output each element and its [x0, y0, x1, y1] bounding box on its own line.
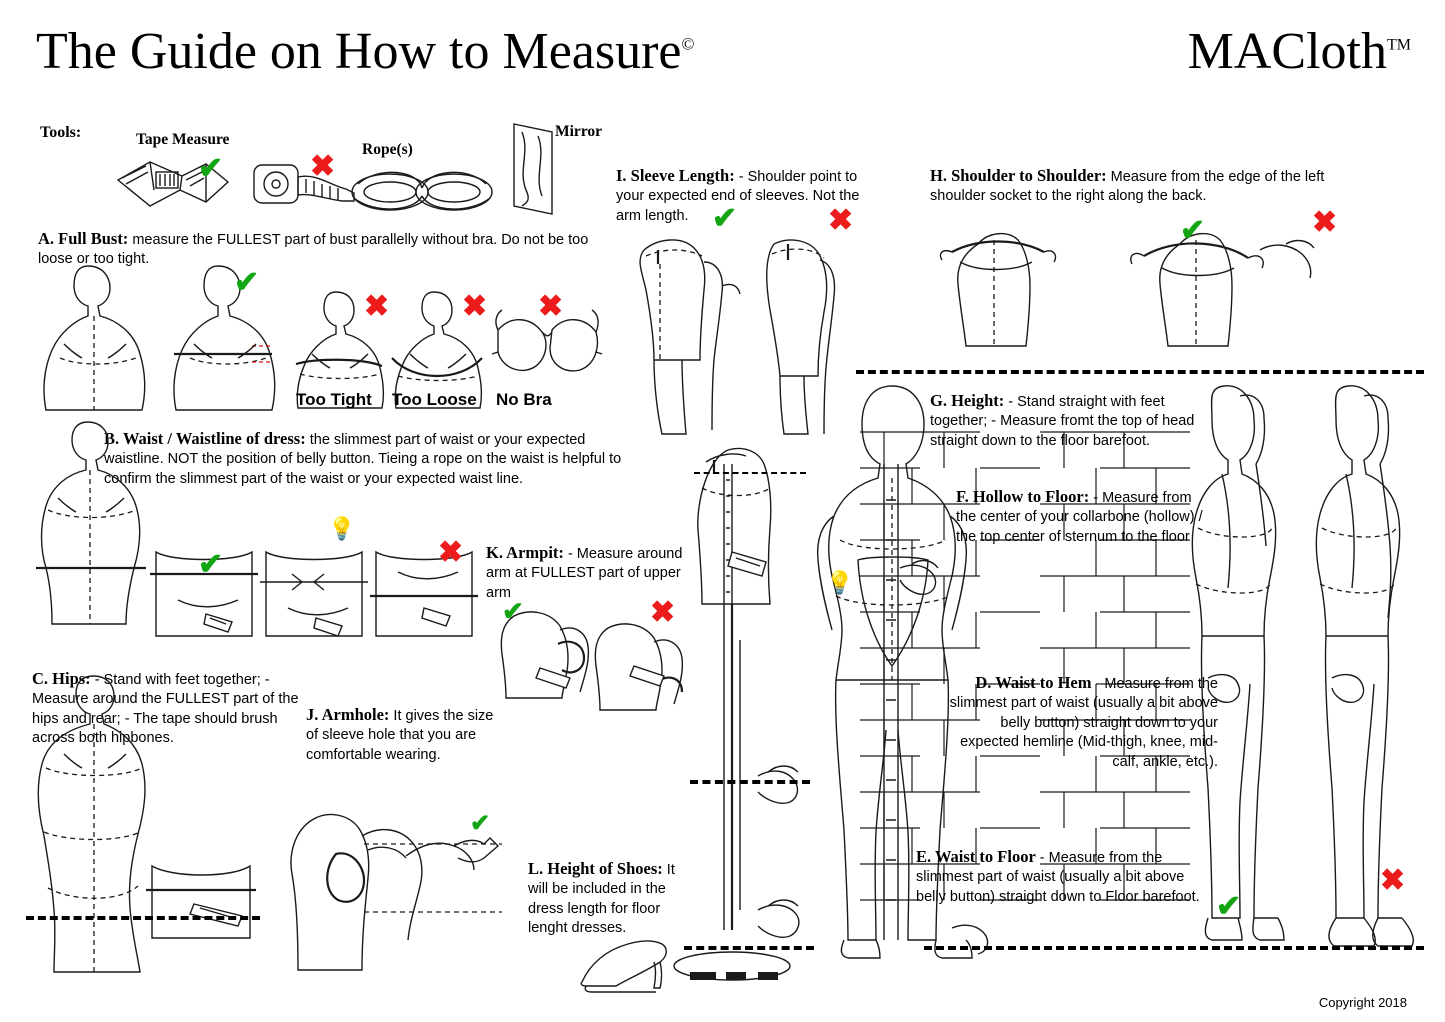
- mirror-label: Mirror: [555, 123, 603, 140]
- bust-figure-correct: [160, 262, 290, 412]
- caption-no-bra: No Bra: [496, 390, 552, 409]
- section-h-tick-icon: ✔: [1180, 214, 1206, 247]
- section-j-tick-icon: ✔: [470, 810, 491, 837]
- tools-label: Tools:: [40, 124, 82, 141]
- section-i-heading: I. Sleeve Length:: [616, 166, 735, 185]
- tape-reel-icon: [250, 155, 360, 217]
- section-k-cross-icon: ✖: [650, 596, 676, 629]
- no-bra-cross-icon: ✖: [538, 290, 564, 323]
- bust-figure-plain: [30, 262, 160, 412]
- section-e-cross-icon: ✖: [1380, 864, 1406, 897]
- waist-to-hem-dash-line: [690, 780, 810, 784]
- armpit-figure-wrong: [586, 618, 686, 712]
- hips-floor-dash-line: [26, 916, 260, 920]
- section-l-body: It will be included in the dress length for floor lenght dresses.: [528, 862, 675, 937]
- waist-closeup-rope: [258, 548, 370, 640]
- section-j-text: [306, 704, 498, 765]
- trademark-symbol: TM: [1387, 36, 1411, 54]
- section-i-cross-icon: ✖: [828, 204, 854, 237]
- page-title: [36, 22, 694, 81]
- caption-too-loose: Too Loose: [392, 390, 477, 409]
- copyright-notice: Copyright 2018: [1318, 995, 1407, 1010]
- waist-closeup-wrong: [368, 548, 480, 640]
- hollow-dash-line: [694, 472, 806, 474]
- section-e-text: [916, 846, 1216, 907]
- tape-measure-label: Tape Measure: [136, 131, 230, 148]
- section-j-body: It gives the size of sleeve hole that you are comfortable wearing.: [306, 708, 494, 763]
- too-tight-cross-icon: ✖: [364, 290, 390, 323]
- section-h-text: [930, 165, 1334, 207]
- ropes-label: Rope(s): [362, 141, 413, 158]
- section-l-text: [528, 858, 698, 939]
- high-heel-shoe-icon: [572, 930, 682, 1000]
- copyright-symbol: ©: [681, 34, 695, 54]
- section-a-heading: A. Full Bust:: [38, 229, 129, 248]
- section-f-text: [956, 486, 1210, 547]
- section-g-body: - Stand straight with feet together; - Measure fromt the top of head straight down to the floor barefoot.: [930, 394, 1195, 449]
- section-b-tick-icon: ✔: [198, 548, 224, 581]
- height-top-dash-line: [856, 370, 1424, 374]
- too-loose-cross-icon: ✖: [462, 290, 488, 323]
- tape-measure-tick-icon: ✔: [198, 152, 224, 185]
- section-e-heading: E. Waist to Floor: [916, 847, 1036, 866]
- rope-coil-icon: [348, 162, 498, 220]
- section-k-body: - Measure around arm at FULLEST part of upper arm: [486, 546, 683, 601]
- section-g-text: [930, 390, 1210, 451]
- floor-dash-line-right: [924, 946, 1424, 950]
- section-i-body: - Shoulder point to your expected end of sleeves. Not the arm length.: [616, 169, 860, 224]
- section-a-tick-icon: ✔: [234, 266, 260, 299]
- section-h-cross-icon: ✖: [1312, 206, 1338, 239]
- caption-too-tight: Too Tight: [296, 390, 372, 409]
- hips-tape-closeup: [146, 862, 256, 942]
- brand-logo: [1188, 22, 1411, 81]
- section-d-heading: D. Waist to Hem: [975, 673, 1092, 692]
- section-k-heading: K. Armpit:: [486, 543, 564, 562]
- section-c-heading: C. Hips:: [32, 669, 91, 688]
- section-a-body: measure the FULLEST part of bust parallelly without bra. Do not be too loose or too tight.: [38, 232, 589, 268]
- section-k-text: [486, 542, 686, 603]
- floor-dash-line-left: [684, 946, 814, 950]
- section-h-heading: H. Shoulder to Shoulder:: [930, 166, 1107, 185]
- page-title-text: The Guide on How to Measure: [36, 23, 682, 80]
- section-b-cross-icon: ✖: [438, 536, 464, 569]
- section-f-heading: F. Hollow to Floor:: [956, 487, 1090, 506]
- section-j-heading: J. Armhole:: [306, 705, 390, 724]
- hips-figure: [28, 672, 228, 1002]
- section-b-text: [104, 428, 624, 489]
- section-k-tick-icon: ✔: [502, 596, 524, 626]
- waist-figure-full: [34, 418, 154, 638]
- section-f-body: - Measure from the center of your collarbone (hollow) / the top center of sternum to the floor: [956, 490, 1203, 545]
- section-e-tick-icon: ✔: [1216, 890, 1242, 923]
- shoulder-to-shoulder-figure: [930, 216, 1340, 352]
- section-i-tick-icon: ✔: [712, 202, 738, 235]
- centre-figure-tip-bulb-icon: 💡: [826, 570, 854, 595]
- section-d-body: - Measure from the slimmest part of waist (usually a bit above belly button) straight down to your expected hemline (Mid-thigh, knee, mid-calf, ankle, etc.).: [949, 676, 1218, 770]
- section-l-heading: L. Height of Shoes:: [528, 859, 663, 878]
- section-c-body: - Stand with feet together; - Measure around the FULLEST part of the hips and rear; - The tape should brush across both hipbones.: [32, 672, 299, 747]
- section-e-body: - Measure from the slimmest part of waist (usually a bit above belly button) straight down to Floor barefoot.: [916, 850, 1200, 905]
- section-h-body: Measure from the edge of the left shoulder socket to the right along the back.: [930, 169, 1325, 205]
- section-g-heading: G. Height:: [930, 391, 1005, 410]
- section-b-heading: B. Waist / Waistline of dress:: [104, 429, 306, 448]
- section-d-text: [946, 672, 1218, 772]
- section-b-body: the slimmest part of waist or your expected waistline. NOT the position of belly button. Tieing a rope on the waist is helpful to confirm the slimmest part of the waist or your expected waist line.: [104, 432, 622, 487]
- section-b-tip-bulb-icon: 💡: [328, 516, 356, 541]
- mirror-icon: [508, 118, 560, 218]
- tape-reel-cross-icon: ✖: [310, 150, 336, 183]
- brand-name: MACloth: [1187, 23, 1387, 80]
